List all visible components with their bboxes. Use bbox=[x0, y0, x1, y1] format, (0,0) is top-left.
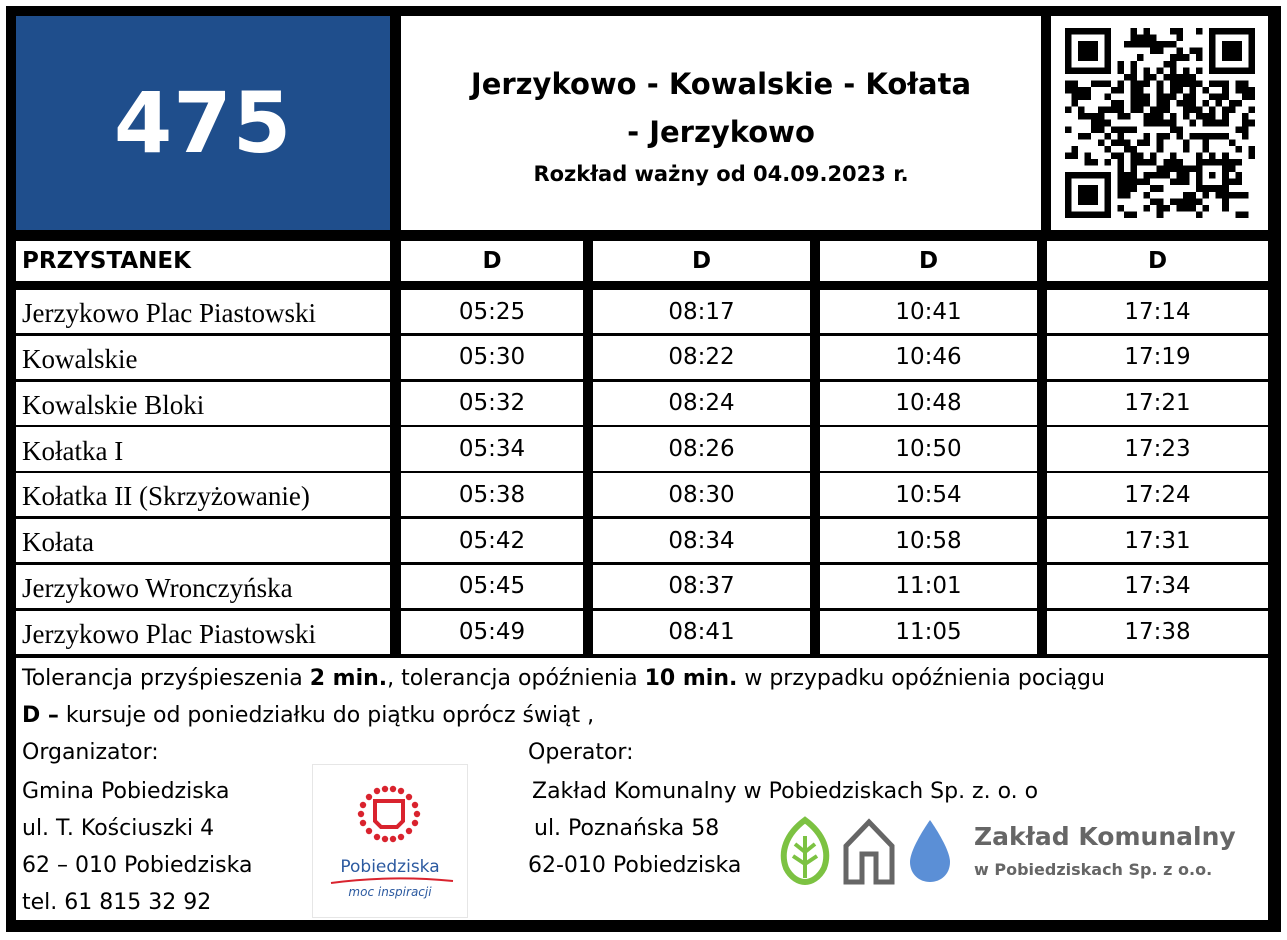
stop-name: Kowalskie Bloki bbox=[16, 382, 390, 425]
departure-time: 17:24 bbox=[1047, 473, 1268, 516]
departure-time: 11:05 bbox=[820, 611, 1037, 654]
departure-time: 08:37 bbox=[593, 565, 810, 608]
organizer-name: Gmina Pobiedziska bbox=[22, 779, 230, 804]
departure-time: 08:17 bbox=[593, 290, 810, 333]
pobiedziska-emblem-icon bbox=[313, 777, 469, 867]
departure-time: 08:41 bbox=[593, 611, 810, 654]
departure-time: 05:38 bbox=[401, 473, 583, 516]
departure-time: 17:19 bbox=[1047, 336, 1268, 379]
house-icon bbox=[842, 818, 896, 886]
departure-time: 05:49 bbox=[401, 611, 583, 654]
water-drop-icon bbox=[904, 816, 956, 886]
departure-time: 17:21 bbox=[1047, 382, 1268, 425]
operator-city: 62-010 Pobiedziska bbox=[528, 853, 742, 878]
departure-time: 05:30 bbox=[401, 336, 583, 379]
departure-time: 05:42 bbox=[401, 519, 583, 562]
stop-name: Kowalskie bbox=[16, 336, 390, 379]
organizer-street: ul. T. Kościuszki 4 bbox=[22, 816, 215, 841]
departure-time: 10:46 bbox=[820, 336, 1037, 379]
pobiedziska-logo-tagline: moc inspiracji bbox=[348, 885, 432, 899]
departure-time: 10:50 bbox=[820, 427, 1037, 470]
qr-code-icon[interactable] bbox=[1065, 28, 1255, 218]
departure-time: 08:22 bbox=[593, 336, 810, 379]
departure-time: 05:34 bbox=[401, 427, 583, 470]
departure-time: 08:26 bbox=[593, 427, 810, 470]
organizer-phone: tel. 61 815 32 92 bbox=[22, 890, 212, 915]
departure-time: 17:34 bbox=[1047, 565, 1268, 608]
stop-name: Jerzykowo Plac Piastowski bbox=[16, 290, 390, 333]
departure-time: 05:25 bbox=[401, 290, 583, 333]
route-number-box bbox=[16, 16, 390, 230]
stop-name: Jerzykowo Wronczyńska bbox=[16, 565, 390, 608]
leaf-icon bbox=[776, 816, 834, 886]
departure-time: 08:34 bbox=[593, 519, 810, 562]
stop-column-header: PRZYSTANEK bbox=[16, 241, 390, 281]
stop-name: Jerzykowo Plac Piastowski bbox=[16, 611, 390, 654]
legend-note: D – kursuje od poniedziałku do piątku oprócz świąt , bbox=[22, 703, 595, 728]
departure-time: 05:45 bbox=[401, 565, 583, 608]
departure-time: 08:30 bbox=[593, 473, 810, 516]
day-type-header: D bbox=[1047, 241, 1268, 281]
departure-time: 10:41 bbox=[820, 290, 1037, 333]
departure-time: 10:54 bbox=[820, 473, 1037, 516]
pobiedziska-logo-name: Pobiedziska bbox=[340, 857, 440, 877]
route-number: 475 bbox=[113, 74, 293, 172]
departure-time: 10:58 bbox=[820, 519, 1037, 562]
departure-time: 17:14 bbox=[1047, 290, 1268, 333]
stop-name: Kołata bbox=[16, 519, 390, 562]
zk-logo-subname: w Pobiedziskach Sp. z o.o. bbox=[974, 860, 1213, 879]
day-type-header: D bbox=[593, 241, 810, 281]
day-type-header: D bbox=[820, 241, 1037, 281]
departure-time: 10:48 bbox=[820, 382, 1037, 425]
operator-street: ul. Poznańska 58 bbox=[534, 816, 720, 841]
footer bbox=[16, 658, 1268, 920]
organizer-label: Organizator: bbox=[22, 740, 159, 765]
departure-time: 08:24 bbox=[593, 382, 810, 425]
operator-name: Zakład Komunalny w Pobiedziskach Sp. z. o. o bbox=[532, 779, 1039, 804]
departure-time: 11:01 bbox=[820, 565, 1037, 608]
departure-time: 17:38 bbox=[1047, 611, 1268, 654]
title-box bbox=[401, 16, 1041, 230]
qr-code-box bbox=[1051, 16, 1268, 230]
route-title-line2: - Jerzykowo bbox=[627, 115, 815, 149]
departure-time: 17:31 bbox=[1047, 519, 1268, 562]
tolerance-note: Tolerancja przyśpieszenia 2 min., tolerancja opóźnienia 10 min. w przypadku opóźnienia pociągu bbox=[22, 666, 1105, 691]
operator-label: Operator: bbox=[528, 740, 634, 765]
stop-name: Kołatka II (Skrzyżowanie) bbox=[16, 473, 390, 516]
departure-time: 17:23 bbox=[1047, 427, 1268, 470]
route-title-line1: Jerzykowo - Kowalskie - Kołata bbox=[470, 67, 972, 101]
organizer-city: 62 – 010 Pobiedziska bbox=[22, 853, 253, 878]
stop-name: Kołatka I bbox=[16, 427, 390, 470]
day-type-header: D bbox=[401, 241, 583, 281]
valid-from: Rozkład ważny od 04.09.2023 r. bbox=[533, 162, 909, 186]
departure-time: 05:32 bbox=[401, 382, 583, 425]
pobiedziska-logo bbox=[312, 764, 468, 918]
zk-logo-name: Zakład Komunalny bbox=[974, 822, 1236, 851]
